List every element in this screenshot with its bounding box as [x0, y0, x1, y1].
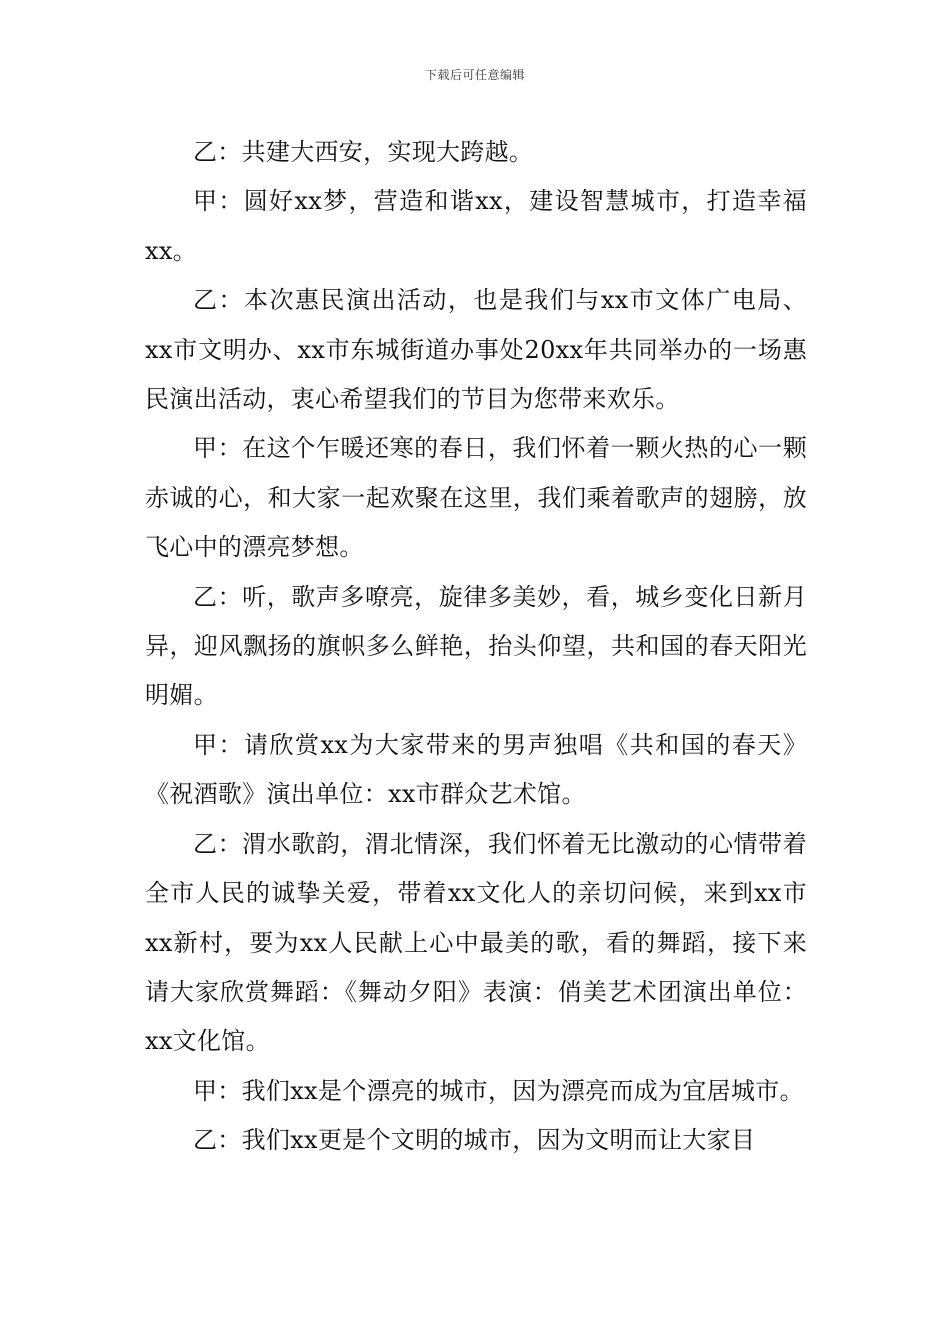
paragraph: 乙：本次惠民演出活动，也是我们与xx市文体广电局、xx市文明办、xx市东城街道办事处20xx年共同举办的一场惠民演出活动，衷心希望我们的节目为您带来欢乐。: [145, 286, 807, 414]
paragraph: 甲：请欣赏xx为大家带来的男声独唱《共和国的春天》《祝酒歌》演出单位：xx市群众艺术馆。: [145, 730, 807, 809]
paragraph: 甲：在这个乍暖还寒的春日，我们怀着一颗火热的心一颗赤诚的心，和大家一起欢聚在这里，我们乘着歌声的翅膀，放飞心中的漂亮梦想。: [145, 434, 807, 562]
page-header: 下载后可任意编辑: [424, 68, 525, 82]
paragraph: 甲：我们xx是个漂亮的城市，因为漂亮而成为宜居城市。: [193, 1076, 804, 1105]
paragraph: 乙：我们xx更是个文明的城市，因为文明而让大家目: [193, 1126, 756, 1155]
paragraph: 乙：共建大西安，实现大跨越。: [193, 138, 534, 166]
paragraph: 乙：听，歌声多嘹亮，旋律多美妙，看，城乡变化日新月异，迎风飘扬的旗帜多么鲜艳，抬头仰望，共和国的春天阳光明媚。: [145, 582, 807, 710]
paragraph: 乙：渭水歌韵，渭北情深，我们怀着无比激动的心情带着全市人民的诚挚关爱，带着xx文化人的亲切问候，来到xx市xx新村，要为xx人民献上心中最美的歌，看的舞蹈，接下来请大家欣赏舞蹈：《舞动夕阳》表演：俏美艺术团演出单位：xx文化馆。: [145, 829, 807, 1056]
paragraph: 甲：圆好xx梦，营造和谐xx，建设智慧城市，打造幸福xx。: [145, 187, 807, 265]
document-body: [145, 128, 807, 1166]
